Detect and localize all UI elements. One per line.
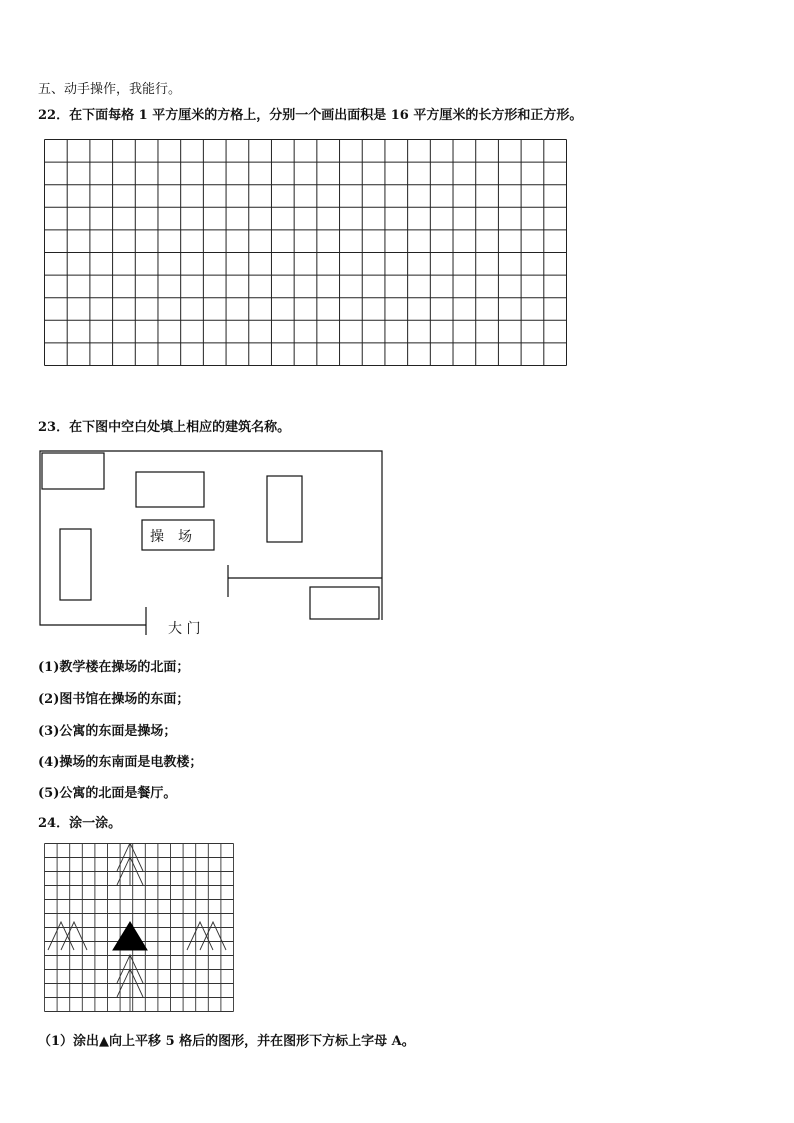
blank-box-east <box>267 476 302 542</box>
question-24-text: 24．涂一涂。 <box>38 816 122 831</box>
question-23-text: 23．在下图中空白处填上相应的建筑名称。 <box>38 420 291 435</box>
right-chevron-1 <box>187 922 213 950</box>
blank-box-southeast <box>310 587 379 619</box>
black-triangle <box>113 922 147 950</box>
clue-4: (4)操场的东南面是电教楼； <box>38 755 203 770</box>
clue-2: (2)图书馆在操场的东面； <box>38 692 190 707</box>
section-title: 五、动手操作，我能行。 <box>38 82 182 97</box>
blank-box-northwest <box>42 453 104 489</box>
gate-label: 大 门 <box>168 621 201 637</box>
clue-3: (3)公寓的东面是操场； <box>38 724 177 739</box>
question-22-text: 22．在下面每格 1 平方厘米的方格上，分别一个画出面积是 16 平方厘米的长方形和正方形。 <box>38 108 583 123</box>
blank-box-west <box>60 529 91 600</box>
q24-sub1-text: （1）涂出▲向上平移 5 格后的图形，并在图形下方标上字母 A。 <box>38 1034 415 1049</box>
q22-square-grid <box>44 139 568 367</box>
clue-5: (5)公寓的北面是餐厅。 <box>38 786 177 801</box>
playground-label: 操 场 <box>150 529 192 545</box>
blank-box-north <box>136 472 204 507</box>
right-chevron-2 <box>200 922 226 950</box>
outline-arrow-shapes <box>48 843 226 1011</box>
left-chevron-2 <box>61 922 87 950</box>
q23-campus-map <box>36 448 388 638</box>
q24-translation-grid <box>44 843 236 1013</box>
clue-1: (1)教学楼在操场的北面； <box>38 660 190 675</box>
